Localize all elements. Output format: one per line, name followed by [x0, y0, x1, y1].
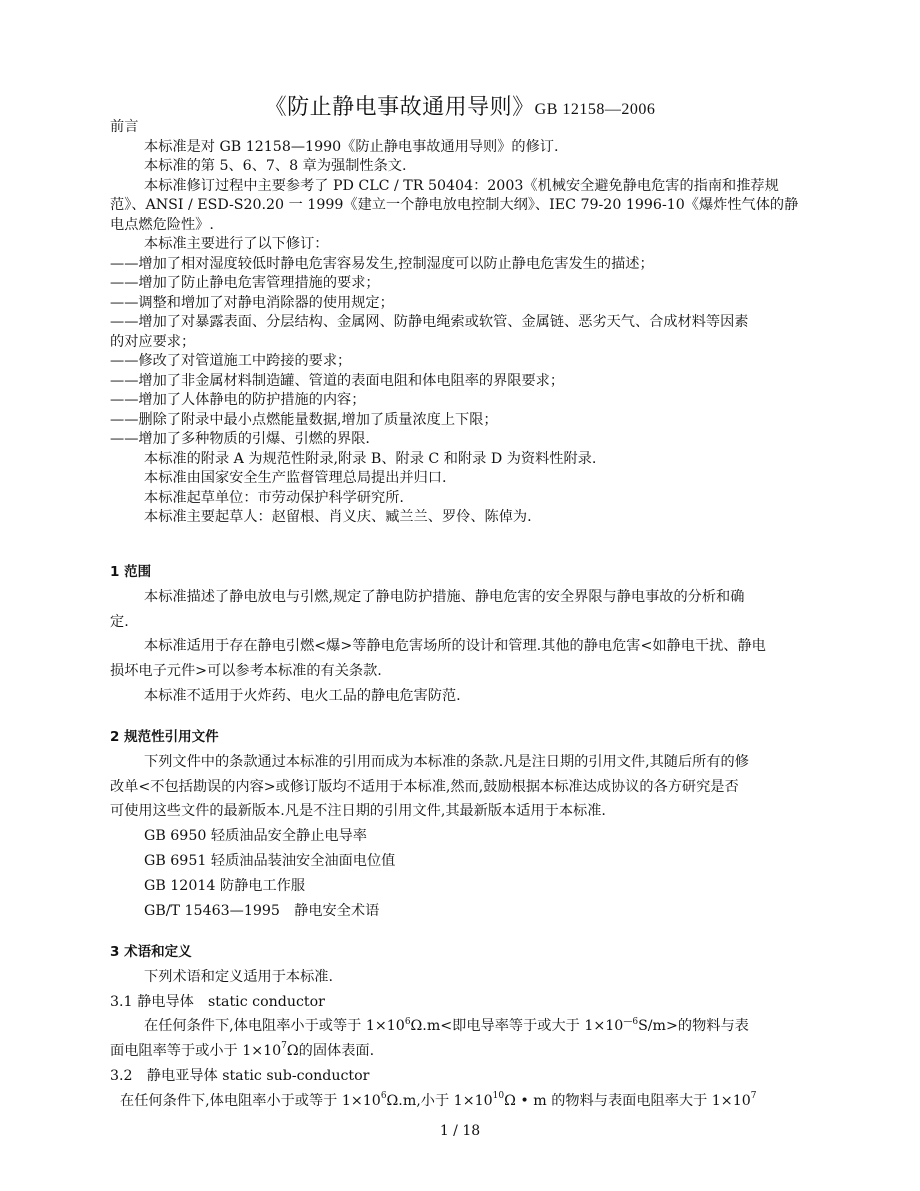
title-code: GB 12158—2006 [534, 101, 656, 118]
preface [110, 118, 830, 528]
paragraph-line: 本标准适用于存在静电引燃<爆>等静电危害场所的设计和管理.其他的静电危害<如静电干扰、静电 [144, 638, 766, 655]
list-item: ——增加了防止静电危害管理措施的要求； [110, 275, 380, 291]
list-item: 的对应要求； [110, 333, 196, 350]
document-title [0, 90, 920, 121]
preface-line: 本标准修订过程中主要参考了 PD CLC / TR 50404：2003《机械安全避免静电危害的指南和推荐规 [144, 177, 779, 194]
page-number: 1 / 18 [439, 1123, 481, 1139]
list-item: ——增加了多种物质的引爆、引燃的界限. [110, 431, 370, 447]
term-definition: 在任何条件下,体电阻率小于或等于 $1\times 10^6\Omega.m<$即电导率等于或大于 $1\times 10^{—6}S/m>$的物料与表 [144, 1016, 749, 1035]
preface-line: 本标准的附录 A 为规范性附录,附录 B、附录 C 和附录 D 为资料性附录. [144, 450, 597, 467]
preface-line: 范》、ANSI / ESD-S20.20 一 1999《建立一个静电放电控制大纲》、IEC 79-20 1996-10《爆炸性气体的静 [110, 197, 799, 213]
paragraph-line: 下列术语和定义适用于本标准. [144, 968, 333, 985]
list-item: ——删除了附录中最小点燃能量数据,增加了质量浓度上下限； [110, 411, 498, 428]
preface-line: 本标准主要进行了以下修订： [144, 236, 329, 252]
section-heading: 1 范围 [110, 564, 152, 580]
list-item: ——调整和增加了对静电消除器的使用规定； [110, 294, 394, 311]
paragraph-line: 定. [110, 613, 129, 630]
preface-line: 本标准由国家安全生产监督管理总局提出并归口. [144, 470, 447, 486]
preface-line: 电点燃危险性》. [110, 216, 214, 233]
section-heading: 3 术语和定义 [110, 944, 192, 960]
reference-item: GB/T 15463—1995 静电安全术语 [144, 902, 380, 919]
list-item: ——修改了对管道施工中跨接的要求； [110, 353, 352, 369]
preface-line: 本标准主要起草人：赵留根、肖义庆、臧兰兰、罗伶、陈倬为. [144, 509, 532, 525]
section-references [110, 725, 830, 923]
reference-item: GB 12014 防静电工作服 [144, 877, 306, 894]
preface-line: 本标准的第 5、6、7、8 章为强制性条文. [144, 158, 407, 174]
term-definition: 面电阻率等于或小于 $1\times 10^7\Omega$的固体表面. [110, 1041, 375, 1060]
paragraph-line: 改单<不包括勘误的内容>或修订版均不适用于本标准,然而,鼓励根据本标准达成协议的各方研究是否 [110, 778, 739, 795]
paragraph-line: 本标准不适用于火炸药、电火工品的静电危害防范. [144, 687, 461, 704]
paragraph-line: 可使用这些文件的最新版本.凡是不注日期的引用文件,其最新版本适用于本标准. [110, 803, 606, 820]
term-heading: 3.2 静电亚导体 static sub-conductor [110, 1067, 370, 1084]
preface-heading: 前言 [110, 119, 139, 135]
section-terms [110, 940, 830, 1114]
list-item: ——增加了对暴露表面、分层结构、金属网、防静电绳索或软管、金属链、恶劣天气、合成材料等因素 [110, 314, 749, 330]
paragraph-line: 本标准描述了静电放电与引燃,规定了静电防护措施、静电危害的安全界限与静电事故的分析和确 [144, 588, 745, 605]
paragraph-line: 损坏电子元件>可以参考本标准的有关条款. [110, 663, 382, 680]
list-item: ——增加了相对湿度较低时静电危害容易发生,控制湿度可以防止静电危害发生的描述； [110, 255, 654, 272]
term-heading: 3.1 静电导体 static conductor [110, 993, 325, 1010]
term-definition: 在任何条件下,体电阻率小于或等于 $1\times 10^6\Omega.m$,小于 $1\times 10^{10}\Omega$ • m 的物料与表面电阻率大于 $1\times 10^7$ [120, 1091, 757, 1109]
preface-line: 本标准是对 GB 12158—1990《防止静电事故通用导则》的修订. [144, 138, 559, 155]
section-heading: 2 规范性引用文件 [110, 729, 219, 745]
section-scope [110, 560, 830, 709]
list-item: ——增加了人体静电的防护措施的内容； [110, 392, 366, 408]
preface-line: 本标准起草单位：市劳动保护科学研究所. [144, 489, 404, 506]
paragraph-line: 下列文件中的条款通过本标准的引用而成为本标准的条款.凡是注日期的引用文件,其随后所有的修 [144, 753, 749, 770]
reference-item: GB 6950 轻质油品安全静止电导率 [144, 828, 367, 845]
reference-item: GB 6951 轻质油品装油安全油面电位值 [144, 852, 396, 869]
title-main: 《防止静电事故通用导则》 [264, 95, 535, 120]
list-item: ——增加了非金属材料制造罐、管道的表面电阻和体电阻率的界限要求； [110, 372, 565, 389]
